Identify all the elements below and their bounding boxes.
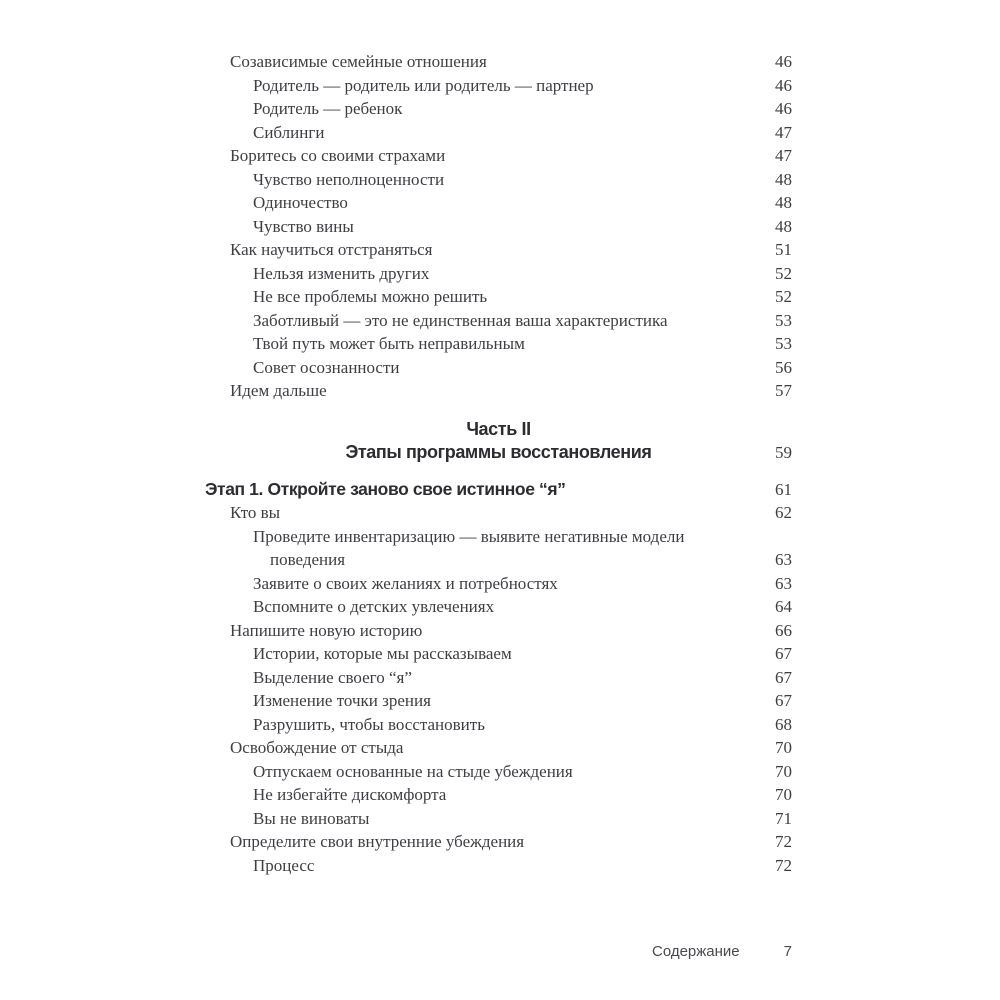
- toc-entry-title: Боритесь со своими страхами: [230, 146, 446, 165]
- toc-entry-page: 70: [775, 785, 792, 804]
- toc-entry-page: 67: [775, 667, 792, 687]
- toc-entry-title: Чувство вины: [253, 216, 354, 236]
- toc-entry-page: 72: [775, 855, 792, 875]
- toc-entry-page: 52: [775, 287, 792, 306]
- toc-list: [205, 50, 792, 877]
- toc-entry: [205, 783, 792, 807]
- toc-entry-title: Процесс: [253, 855, 315, 875]
- toc-entry-title: Этап 1. Откройте заново свое истинное “я”: [205, 478, 566, 499]
- toc-entry-title: Изменение точки зрения: [253, 691, 431, 710]
- toc-entry-title: Совет осознанности: [253, 357, 400, 377]
- toc-entry-title: Заботливый — это не единственная ваша характеристика: [253, 310, 668, 330]
- toc-entry-title: Идем дальше: [230, 381, 327, 400]
- toc-entry-page: 53: [775, 334, 792, 353]
- toc-part-header: [205, 418, 792, 465]
- toc-entry-page: 48: [775, 169, 792, 189]
- toc-entry-title: Как научиться отстраняться: [230, 240, 433, 259]
- toc-entry-page: 64: [775, 597, 792, 616]
- toc-entry: [205, 356, 792, 380]
- toc-entry: [205, 168, 792, 192]
- toc-entry-title: Нельзя изменить других: [253, 263, 430, 283]
- toc-entry-page: 56: [775, 357, 792, 377]
- toc-entry-title-line1: Проведите инвентаризацию — выявите негативные модели: [253, 526, 685, 546]
- toc-entry-page: 59: [775, 443, 792, 462]
- toc-entry-title: Родитель — ребенок: [253, 99, 403, 118]
- toc-entry-page: 67: [775, 691, 792, 710]
- toc-entry-page: 70: [775, 761, 792, 781]
- toc-entry-title: Вы не виноваты: [253, 808, 370, 828]
- toc-entry-page: 52: [775, 263, 792, 283]
- toc-entry-page: 68: [775, 714, 792, 734]
- footer-page-number: 7: [783, 943, 792, 960]
- toc-entry-page: 57: [775, 381, 792, 400]
- toc-entry-page: 66: [775, 620, 792, 640]
- toc-entry: [205, 309, 792, 333]
- toc-entry-title: Вспомните о детских увлечениях: [253, 597, 495, 616]
- toc-entry: [205, 262, 792, 286]
- toc-entry-page: 46: [775, 99, 792, 118]
- toc-entry: [205, 501, 792, 525]
- toc-entry-title: Выделение своего “я”: [253, 667, 412, 687]
- toc-entry-page: 67: [775, 644, 792, 663]
- toc-entry: [205, 215, 792, 239]
- toc-entry-title: Не избегайте дискомфорта: [253, 785, 447, 804]
- toc-entry: [205, 830, 792, 854]
- toc-entry: [205, 50, 792, 74]
- toc-entry-page: 53: [775, 310, 792, 330]
- toc-entry-page: 47: [775, 146, 792, 165]
- toc-entry-page: 70: [775, 738, 792, 757]
- toc-entry-title-line2: поведения: [270, 550, 346, 569]
- toc-entry-title: Заявите о своих желаниях и потребностях: [253, 573, 558, 593]
- toc-entry-page: 63: [775, 573, 792, 593]
- footer-section-label: Содержание: [651, 943, 740, 960]
- toc-entry-title: Определите свои внутренние убеждения: [230, 832, 525, 851]
- part-title: Этапы программы восстановления: [345, 442, 652, 462]
- toc-entry: [205, 642, 792, 666]
- toc-entry: [205, 332, 792, 356]
- toc-entry: [205, 121, 792, 145]
- toc-entry-title: Родитель — родитель или родитель — партнер: [253, 75, 594, 95]
- toc-entry: [205, 619, 792, 643]
- toc-entry: [205, 689, 792, 713]
- toc-entry-page: 63: [775, 550, 792, 569]
- toc-entry: [205, 572, 792, 596]
- toc-entry-page: 48: [775, 216, 792, 236]
- toc-entry-page: 46: [775, 52, 792, 71]
- toc-entry: [205, 74, 792, 98]
- toc-entry-title: Отпускаем основанные на стыде убеждения: [253, 761, 573, 781]
- part-number-title: Часть II: [466, 418, 531, 439]
- toc-entry: [205, 736, 792, 760]
- toc-entry: [205, 854, 792, 878]
- toc-entry-page: 47: [775, 122, 792, 142]
- toc-entry: [205, 595, 792, 619]
- toc-entry: [205, 285, 792, 309]
- toc-entry-title: Не все проблемы можно решить: [253, 287, 488, 306]
- toc-entry-title: [205, 525, 763, 572]
- toc-entry: [205, 525, 792, 572]
- toc-entry: [205, 379, 792, 403]
- toc-entry: [205, 144, 792, 168]
- toc-entry-title: Одиночество: [253, 193, 348, 212]
- toc-entry-page: 46: [775, 75, 792, 95]
- toc-entry-page: 62: [775, 503, 792, 522]
- toc-entry-title: Чувство неполноценности: [253, 169, 445, 189]
- toc-entry: [205, 807, 792, 831]
- toc-entry-page: 71: [775, 808, 792, 828]
- toc-entry-title: Созависимые семейные отношения: [230, 52, 487, 71]
- toc-entry-page: 51: [775, 240, 792, 259]
- toc-entry-title: Твой путь может быть неправильным: [253, 334, 525, 353]
- toc-entry: [205, 666, 792, 690]
- toc-entry: [205, 238, 792, 262]
- part-title-line: [205, 441, 792, 465]
- toc-entry: [205, 713, 792, 737]
- toc-entry-page: 48: [775, 193, 792, 212]
- toc-entry-title: Напишите новую историю: [230, 620, 423, 640]
- toc-entry-page: 61: [775, 479, 792, 499]
- footer: [652, 943, 792, 960]
- toc-entry-title: Сиблинги: [253, 122, 325, 142]
- toc-entry: [205, 760, 792, 784]
- toc-entry-title: Истории, которые мы рассказываем: [253, 644, 512, 663]
- toc-chapter-entry: [205, 478, 792, 502]
- toc-entry-title: Освобождение от стыда: [230, 738, 404, 757]
- toc-entry-title: Разрушить, чтобы восстановить: [253, 714, 485, 734]
- toc-entry: [205, 97, 792, 121]
- toc-entry-title: Кто вы: [230, 503, 281, 522]
- toc-entry-page: 72: [775, 832, 792, 851]
- toc-entry: [205, 191, 792, 215]
